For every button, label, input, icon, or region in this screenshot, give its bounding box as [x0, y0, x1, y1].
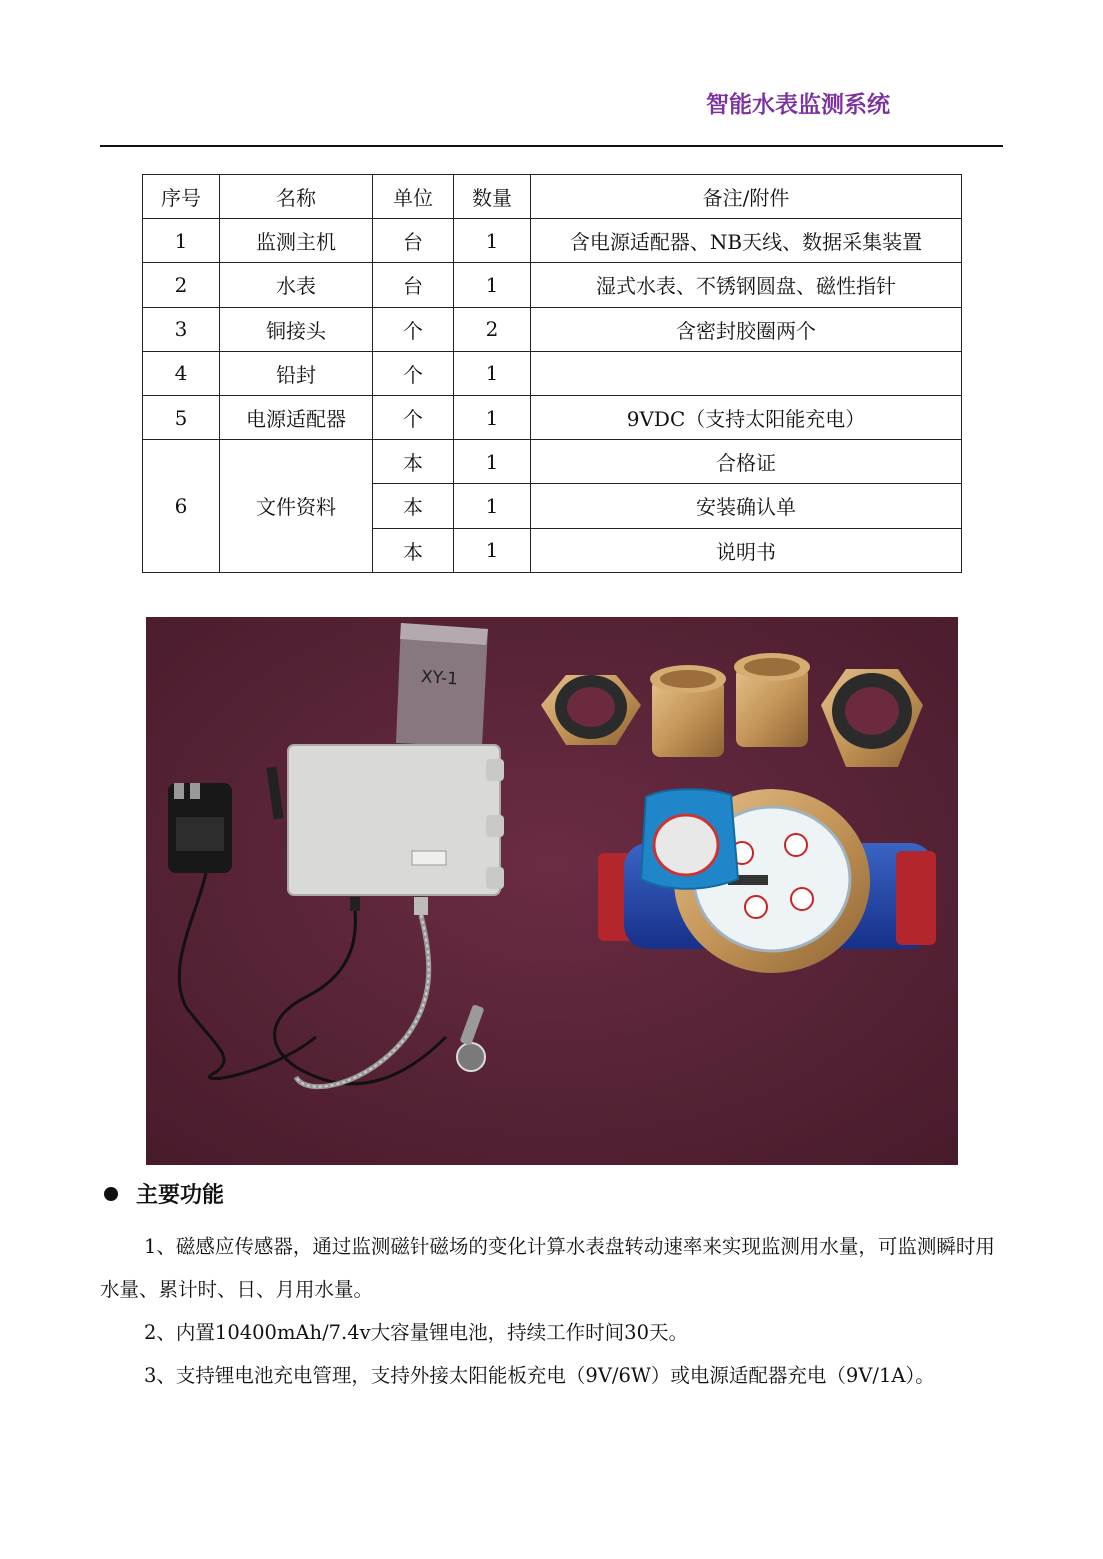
- header-divider: [100, 145, 1003, 147]
- table-row: [143, 351, 962, 395]
- section-heading-text: 主要功能: [136, 1183, 225, 1208]
- cell-no: 1: [143, 219, 220, 263]
- feature-paragraph: 1、磁感应传感器，通过监测磁针磁场的变化计算水表盘转动速率来实现监测用水量，可监测瞬时用水量、累计时、日、月用水量。: [100, 1235, 995, 1301]
- cell-no: 6: [143, 440, 220, 573]
- cell-qty: 1: [454, 263, 531, 307]
- cell-name: 监测主机: [220, 219, 373, 263]
- cell-name: 文件资料: [220, 440, 373, 573]
- cell-unit: 本: [373, 484, 454, 528]
- table-row: [143, 263, 962, 307]
- seal-bag-label: XY-1: [420, 666, 459, 690]
- table-header-cell: 备注/附件: [531, 175, 962, 219]
- feature-paragraph: 3、支持锂电池充电管理，支持外接太阳能板充电（9V/6W）或电源适配器充电（9V/1A）。: [144, 1364, 935, 1387]
- feature-paragraph: 2、内置10400mAh/7.4v大容量锂电池，持续工作时间30天。: [144, 1321, 688, 1344]
- table-row: [143, 307, 962, 351]
- product-photo: [146, 617, 958, 1165]
- table-header-cell: 单位: [373, 175, 454, 219]
- cell-no: 5: [143, 395, 220, 439]
- cell-note: 含密封胶圈两个: [531, 307, 962, 351]
- cell-note: 说明书: [531, 528, 962, 572]
- cell-name: 铅封: [220, 351, 373, 395]
- cell-unit: 个: [373, 395, 454, 439]
- seal-bag-image: [396, 623, 488, 747]
- cell-note: 含电源适配器、NB天线、数据采集装置: [531, 219, 962, 263]
- cell-no: 2: [143, 263, 220, 307]
- cell-qty: 1: [454, 484, 531, 528]
- cell-unit: 台: [373, 219, 454, 263]
- cell-note: [531, 351, 962, 395]
- cell-note: 湿式水表、不锈钢圆盘、磁性指针: [531, 263, 962, 307]
- cell-no: 4: [143, 351, 220, 395]
- section-heading: [104, 1178, 224, 1209]
- header-title: 智能水表监测系统: [706, 92, 890, 118]
- table-row: [143, 219, 962, 263]
- cell-note: 合格证: [531, 440, 962, 484]
- cell-name: 水表: [220, 263, 373, 307]
- table-header-cell: 名称: [220, 175, 373, 219]
- cell-unit: 本: [373, 528, 454, 572]
- table-header-row: [143, 175, 962, 219]
- cell-unit: 个: [373, 351, 454, 395]
- cell-unit: 本: [373, 440, 454, 484]
- cell-qty: 1: [454, 395, 531, 439]
- cell-qty: 2: [454, 307, 531, 351]
- cell-note: 9VDC（支持太阳能充电）: [531, 395, 962, 439]
- cell-name: 铜接头: [220, 307, 373, 351]
- cell-unit: 台: [373, 263, 454, 307]
- cell-qty: 1: [454, 351, 531, 395]
- table-row: [143, 395, 962, 439]
- cell-qty: 1: [454, 528, 531, 572]
- table-header-cell: 数量: [454, 175, 531, 219]
- table-header-cell: 序号: [143, 175, 220, 219]
- cell-unit: 个: [373, 307, 454, 351]
- cell-qty: 1: [454, 440, 531, 484]
- cell-qty: 1: [454, 219, 531, 263]
- table-row: [143, 440, 962, 484]
- bullet-icon: [104, 1187, 118, 1201]
- cell-name: 电源适配器: [220, 395, 373, 439]
- cell-note: 安装确认单: [531, 484, 962, 528]
- cell-no: 3: [143, 307, 220, 351]
- parts-table: [142, 174, 962, 573]
